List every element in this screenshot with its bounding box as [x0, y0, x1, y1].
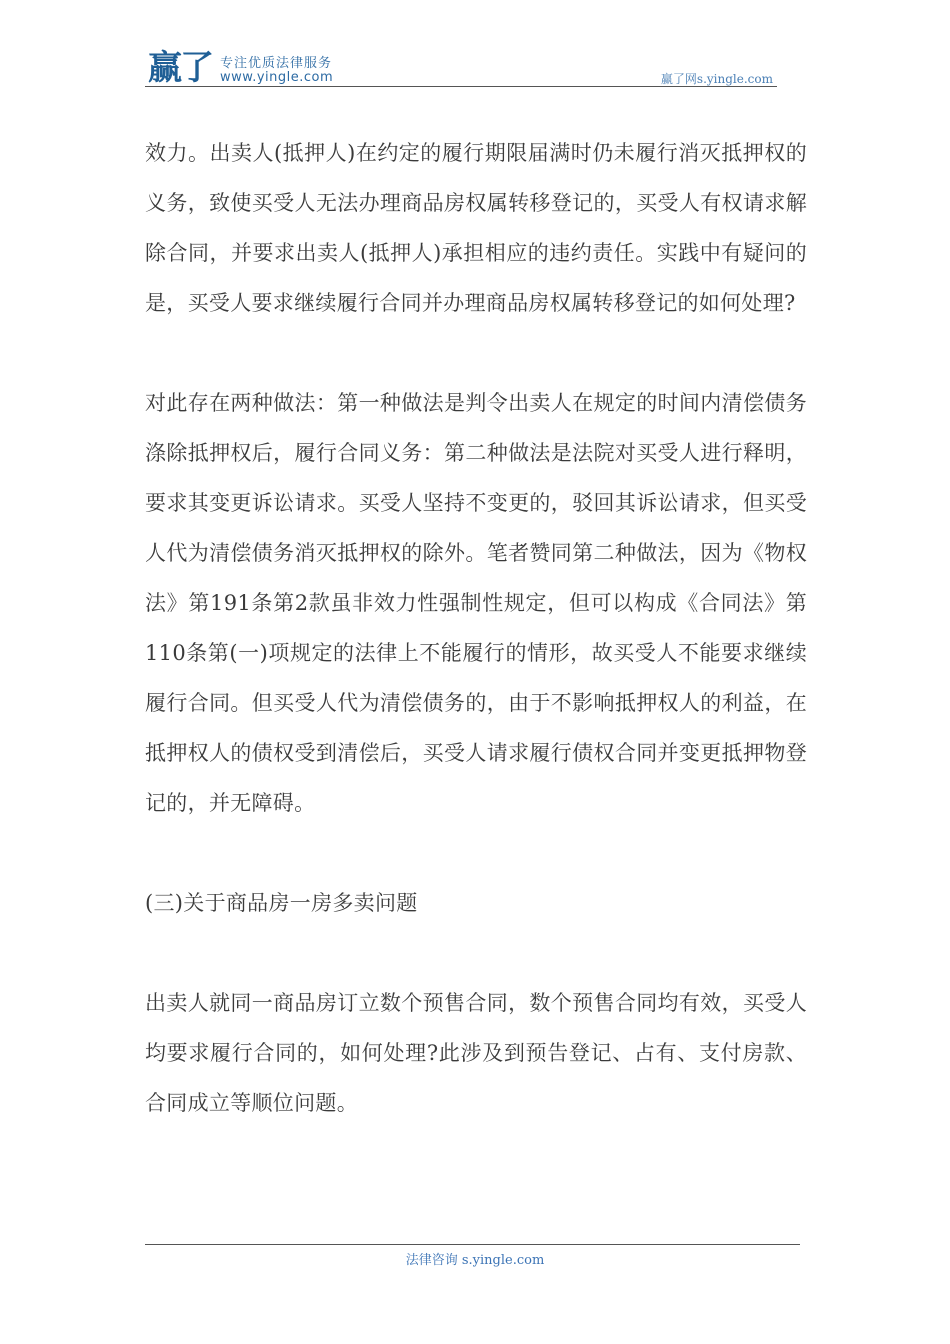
footer-divider	[145, 1244, 800, 1245]
footer-link[interactable]: 法律咨询 s.yingle.com	[405, 1253, 545, 1268]
yingle-logo[interactable]	[148, 48, 348, 86]
header-divider	[145, 86, 777, 87]
header-site-link[interactable]: 赢了网s.yingle.com	[660, 72, 773, 86]
logo-slogan: 专注优质法律服务	[220, 56, 333, 71]
document-body	[145, 128, 807, 1178]
logo-mark: 赢了	[148, 48, 212, 88]
logo-url: www.yingle.com	[220, 70, 334, 85]
section-heading: (三)关于商品房一房多卖问题	[145, 891, 418, 915]
paragraph-3: 出卖人就同一商品房订立数个预售合同，数个预售合同均有效，买受人均要求履行合同的，如何处理?此涉及到预告登记、占有、支付房款、合同成立等顺位问题。	[145, 991, 807, 1115]
paragraph-1: 效力。出卖人(抵押人)在约定的履行期限届满时仍未履行消灭抵押权的义务，致使买受人无法办理商品房权属转移登记的，买受人有权请求解除合同，并要求出卖人(抵押人)承担相应的违约责任。实践中有疑问的是，买受人要求继续履行合同并办理商品房权属转移登记的如何处理?	[145, 141, 807, 315]
page-header	[145, 48, 775, 88]
paragraph-2: 对此存在两种做法：第一种做法是判令出卖人在规定的时间内清偿债务涤除抵押权后，履行合同义务：第二种做法是法院对买受人进行释明，要求其变更诉讼请求。买受人坚持不变更的，驳回其诉讼请求，但买受人代为清偿债务消灭抵押权的除外。笔者赞同第二种做法，因为《物权法》第191条第2款虽非效力性强制性规定，但可以构成《合同法》第110条第(一)项规定的法律上不能履行的情形，故买受人不能要求继续履行合同。但买受人代为清偿债务的，由于不影响抵押权人的利益，在抵押权人的债权受到清偿后，买受人请求履行债权合同并变更抵押物登记的，并无障碍。	[145, 391, 807, 815]
